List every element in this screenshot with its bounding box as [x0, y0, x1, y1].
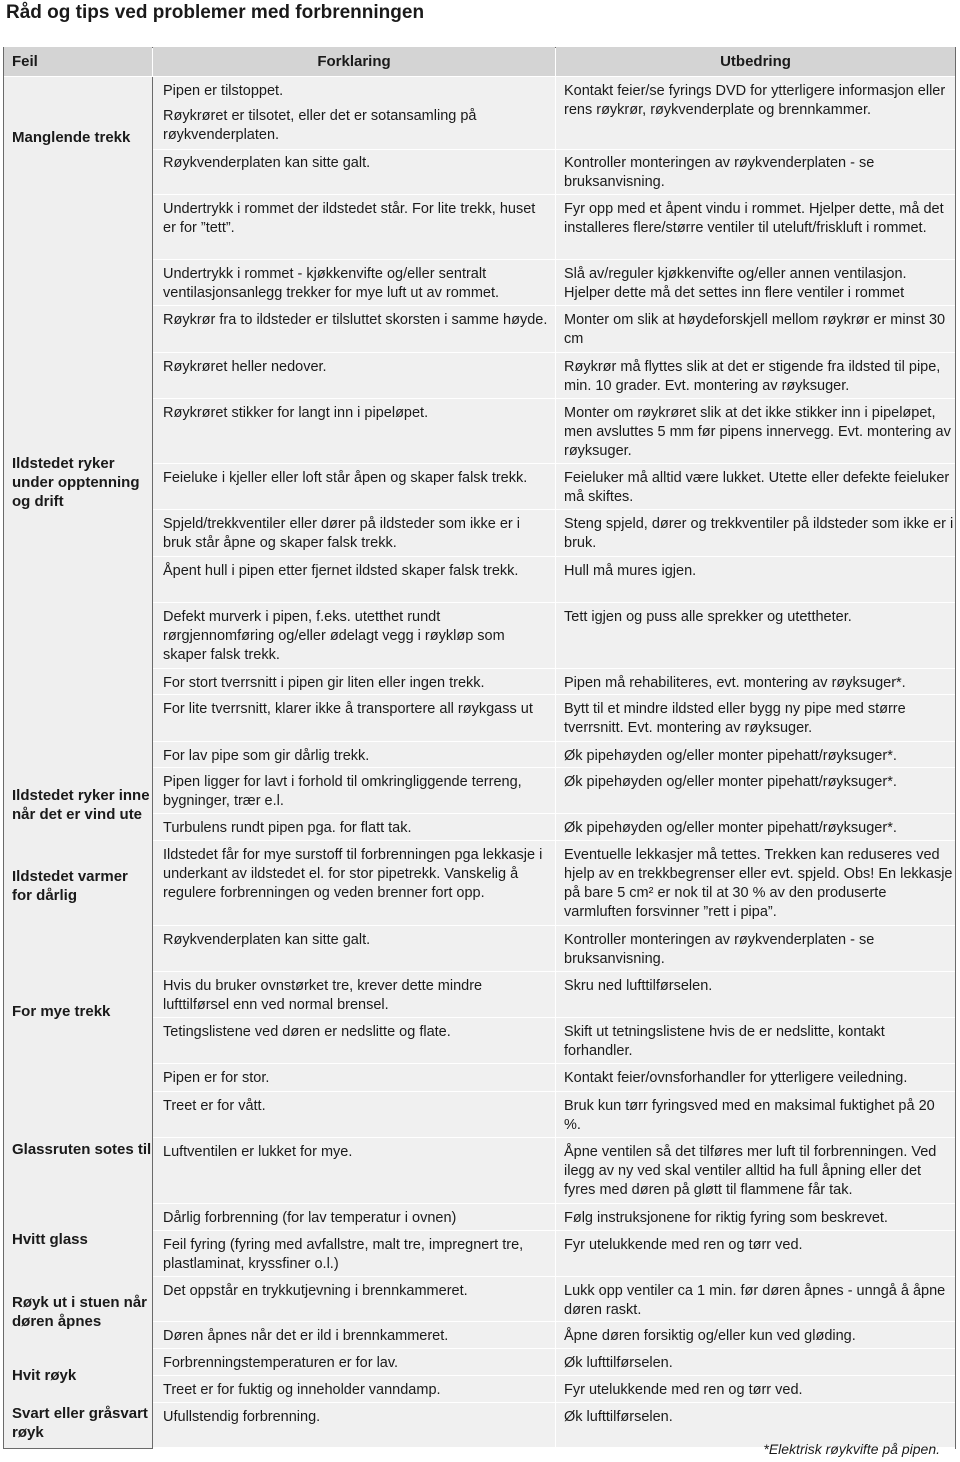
group-label-text: Glassruten sotes til	[12, 1141, 152, 1158]
cause-text: Det oppstår en trykkutjevning i brennkammeret.	[163, 1283, 468, 1299]
group-label-text: Hvitt glass	[12, 1231, 88, 1248]
remedy-text: Fyr utelukkende med ren og tørr ved.	[564, 1382, 803, 1398]
remedy-text: Fyr utelukkende med ren og tørr ved.	[564, 1237, 803, 1253]
remedy-text: Pipen må rehabiliteres, evt. montering av røyksuger*.	[564, 675, 906, 691]
header-utbedring: Utbedring	[556, 47, 955, 76]
remedy-text: Øk pipehøyden og/eller monter pipehatt/røyksuger*.	[564, 820, 897, 836]
remedy-text: Røykrør må flyttes slik at det er stigende fra ildsted til pipe, min. 10 grader. Evt. montering av røyksuger.	[564, 359, 941, 394]
cause-text: Døren åpnes når det er ild i brennkammeret.	[163, 1328, 449, 1344]
header-feil: Feil	[4, 47, 152, 76]
group-label	[4, 930, 153, 1092]
cause-text: Ildstedet får for mye surstoff til forbrenningen pga lekkasje i underkant av ildstedet el. for stor pipetrekk. Vanskelig å regulere forbrenningen og veden brenner fort opp.	[163, 847, 543, 901]
group-label	[4, 768, 153, 842]
group-label-text: Hvit røyk	[12, 1366, 77, 1384]
cause-text: Undertrykk i rommet der ildstedet står. For lite trekk, huset er for ”tett”.	[163, 201, 536, 236]
group-label-text: Manglende trekk	[12, 128, 131, 146]
remedy-text: Bruk kun tørr fyringsved med en maksimal fuktighet på 20 %.	[564, 1098, 935, 1133]
group-label	[4, 1207, 153, 1272]
cause-text: Røykvenderplaten kan sitte galt.	[163, 155, 371, 171]
cause-text: For lav pipe som gir dårlig trekk.	[163, 748, 370, 764]
group-label	[4, 1272, 153, 1352]
cause-text: Dårlig forbrenning (for lav temperatur i ovnen)	[163, 1210, 457, 1226]
remedy-text: Skift ut tetningslistene hvis de er nedslitte, kontakt forhandler.	[564, 1024, 885, 1059]
remedy-text: Eventuelle lekkasjer må tettes. Trekken kan reduseres ved hjelp av en trekkbegrenser eller evt. spjeld. Obs! En lekkasje på bare 5 cm² er nok til at 30 % av den produserte varmluften forsvinner ”rett i pipa”.	[564, 847, 953, 920]
cause-text: Spjeld/trekkventiler eller dører på ildsteder som ikke er i bruk står åpne og skaper falsk trekk.	[163, 516, 520, 551]
remedy-text: Øk pipehøyden og/eller monter pipehatt/røyksuger*.	[564, 748, 897, 764]
cause-text: Tetingslistene ved døren er nedslitte og flate.	[163, 1024, 451, 1040]
group-label-text: For mye trekk	[12, 1002, 111, 1020]
remedy-text: Kontroller monteringen av røykvenderplaten - se bruksanvisning.	[564, 932, 875, 967]
group-label	[4, 1352, 153, 1398]
cause-text: Forbrenningstemperaturen er for lav.	[163, 1355, 399, 1371]
remedy-text: Slå av/reguler kjøkkenvifte og/eller annen ventilasjon. Hjelper dette må det settes inn flere ventiler i rommet	[564, 266, 907, 301]
cause-text: Røykrøret er tilsotet, eller det er sotansamling på røykvenderplaten.	[163, 108, 477, 143]
remedy-text: Feieluker må alltid være lukket. Utette eller defekte feieluker må skiftes.	[564, 470, 950, 505]
cause-text: Pipen er for stor.	[163, 1070, 270, 1086]
cause-text: Treet er for fuktig og inneholder vanndamp.	[163, 1382, 441, 1398]
cause-text: Pipen er tilstoppet.	[163, 83, 284, 99]
remedy-text: Bytt til et mindre ildsted eller bygg ny pipe med større tverrsnitt. Evt. montering av røyksuger.	[564, 701, 906, 736]
cause-text: Feil fyring (fyring med avfallstre, malt tre, impregnert tre, plastlaminat, kryssfiner o.l.)	[163, 1237, 524, 1272]
group-label-text: Ildstedet ryker under opptenning og drift	[12, 455, 140, 510]
group-label	[4, 197, 153, 768]
cause-text: Ufullstendig forbrenning.	[163, 1409, 321, 1425]
cause-text: Defekt murverk i pipen, f.eks. utetthet rundt rørgjennomføring og/eller ødelagt vegg i røykløp som skaper falsk trekk.	[163, 609, 505, 663]
cause-text: For lite tverrsnitt, klarer ikke å transportere all røykgass ut	[163, 701, 533, 717]
group-label	[4, 842, 153, 930]
cause-text: Røykvenderplaten kan sitte galt.	[163, 932, 371, 948]
cause-text: Røykrøret stikker for langt inn i pipeløpet.	[163, 405, 429, 421]
page-title: Råd og tips ved problemer med forbrenningen	[6, 2, 425, 23]
cause-text: Røykrøret heller nedover.	[163, 359, 327, 375]
cause-text: Pipen ligger for lavt i forhold til omkringliggende terreng, bygninger, trær e.l.	[163, 774, 522, 809]
footnote: *Elektrisk røykvifte på pipen.	[763, 1441, 940, 1457]
header-forklaring: Forklaring	[153, 47, 555, 76]
group-label	[4, 1398, 153, 1448]
remedy-text: Øk lufttilførselen.	[564, 1355, 673, 1371]
cause-text: Undertrykk i rommet - kjøkkenvifte og/eller sentralt ventilasjonsanlegg trekker for mye luft ut av rommet.	[163, 266, 500, 301]
remedy-text: Kontroller monteringen av røykvenderplaten - se bruksanvisning.	[564, 155, 875, 190]
remedy-text: Fyr opp med et åpent vindu i rommet. Hjelper dette, må det installeres flere/større ventiler til uteluft/friskluft i rommet.	[564, 201, 944, 236]
group-label	[4, 77, 153, 197]
cause-text: Røykrør fra to ildsteder er tilsluttet skorsten i samme høyde.	[163, 312, 548, 328]
remedy-text: Åpne døren forsiktig og/eller kun ved gløding.	[564, 1328, 856, 1344]
group-label-text: Svart eller gråsvart røyk	[12, 1405, 148, 1441]
remedy-text: Lukk opp ventiler ca 1 min. før døren åpnes - unngå å åpne døren raskt.	[564, 1283, 946, 1318]
remedy-text: Kontakt feier/ovnsforhandler for ytterligere veiledning.	[564, 1070, 908, 1086]
cause-text: Turbulens rundt pipen pga. for flatt tak.	[163, 820, 412, 836]
group-label	[4, 1092, 153, 1207]
cause-text: Åpent hull i pipen etter fjernet ildsted skaper falsk trekk.	[163, 563, 519, 579]
remedy-text: Følg instruksjonene for riktig fyring som beskrevet.	[564, 1210, 888, 1226]
remedy-text: Øk pipehøyden og/eller monter pipehatt/røyksuger*.	[564, 774, 897, 790]
remedy-text: Øk lufttilførselen.	[564, 1409, 673, 1425]
remedy-text: Monter om røykrøret slik at det ikke stikker inn i pipeløpet, men avsluttes 5 mm før pipens innervegg. Evt. montering av røyksuger.	[564, 405, 951, 459]
remedy-text: Steng spjeld, dører og trekkventiler på ildsteder som ikke er i bruk.	[564, 516, 954, 551]
group-label-text: Ildstedet varmer for dårlig	[12, 868, 128, 904]
cause-text: Treet er for vått.	[163, 1098, 266, 1114]
cause-text: Luftventilen er lukket for mye.	[163, 1144, 353, 1160]
remedy-text: Monter om slik at høydeforskjell mellom røykrør er minst 30 cm	[564, 312, 946, 347]
group-label-text: Ildstedet ryker inne når det er vind ute	[12, 787, 150, 823]
remedy-text: Kontakt feier/se fyrings DVD for ytterligere informasjon eller rens røykrør, røykvenderplate og brennkammer.	[564, 83, 946, 118]
remedy-text: Skru ned lufttilførselen.	[564, 978, 713, 994]
group-label-text: Røyk ut i stuen når døren åpnes	[12, 1294, 148, 1330]
remedy-text: Åpne ventilen så det tilføres mer luft til forbrenningen. Ved ilegg av ny ved skal ventiler alltid ha full åpning eller det fyres med døren på gløtt til flammene får tak.	[564, 1144, 937, 1198]
cause-text: Feieluke i kjeller eller loft står åpen og skaper falsk trekk.	[163, 470, 528, 486]
cause-text: For stort tverrsnitt i pipen gir liten eller ingen trekk.	[163, 675, 485, 691]
cause-text: Hvis du bruker ovnstørket tre, krever dette mindre lufttilførsel enn ved normal brensel.	[163, 978, 483, 1013]
remedy-text: Hull må mures igjen.	[564, 563, 697, 579]
remedy-text: Tett igjen og puss alle sprekker og utettheter.	[564, 609, 852, 625]
